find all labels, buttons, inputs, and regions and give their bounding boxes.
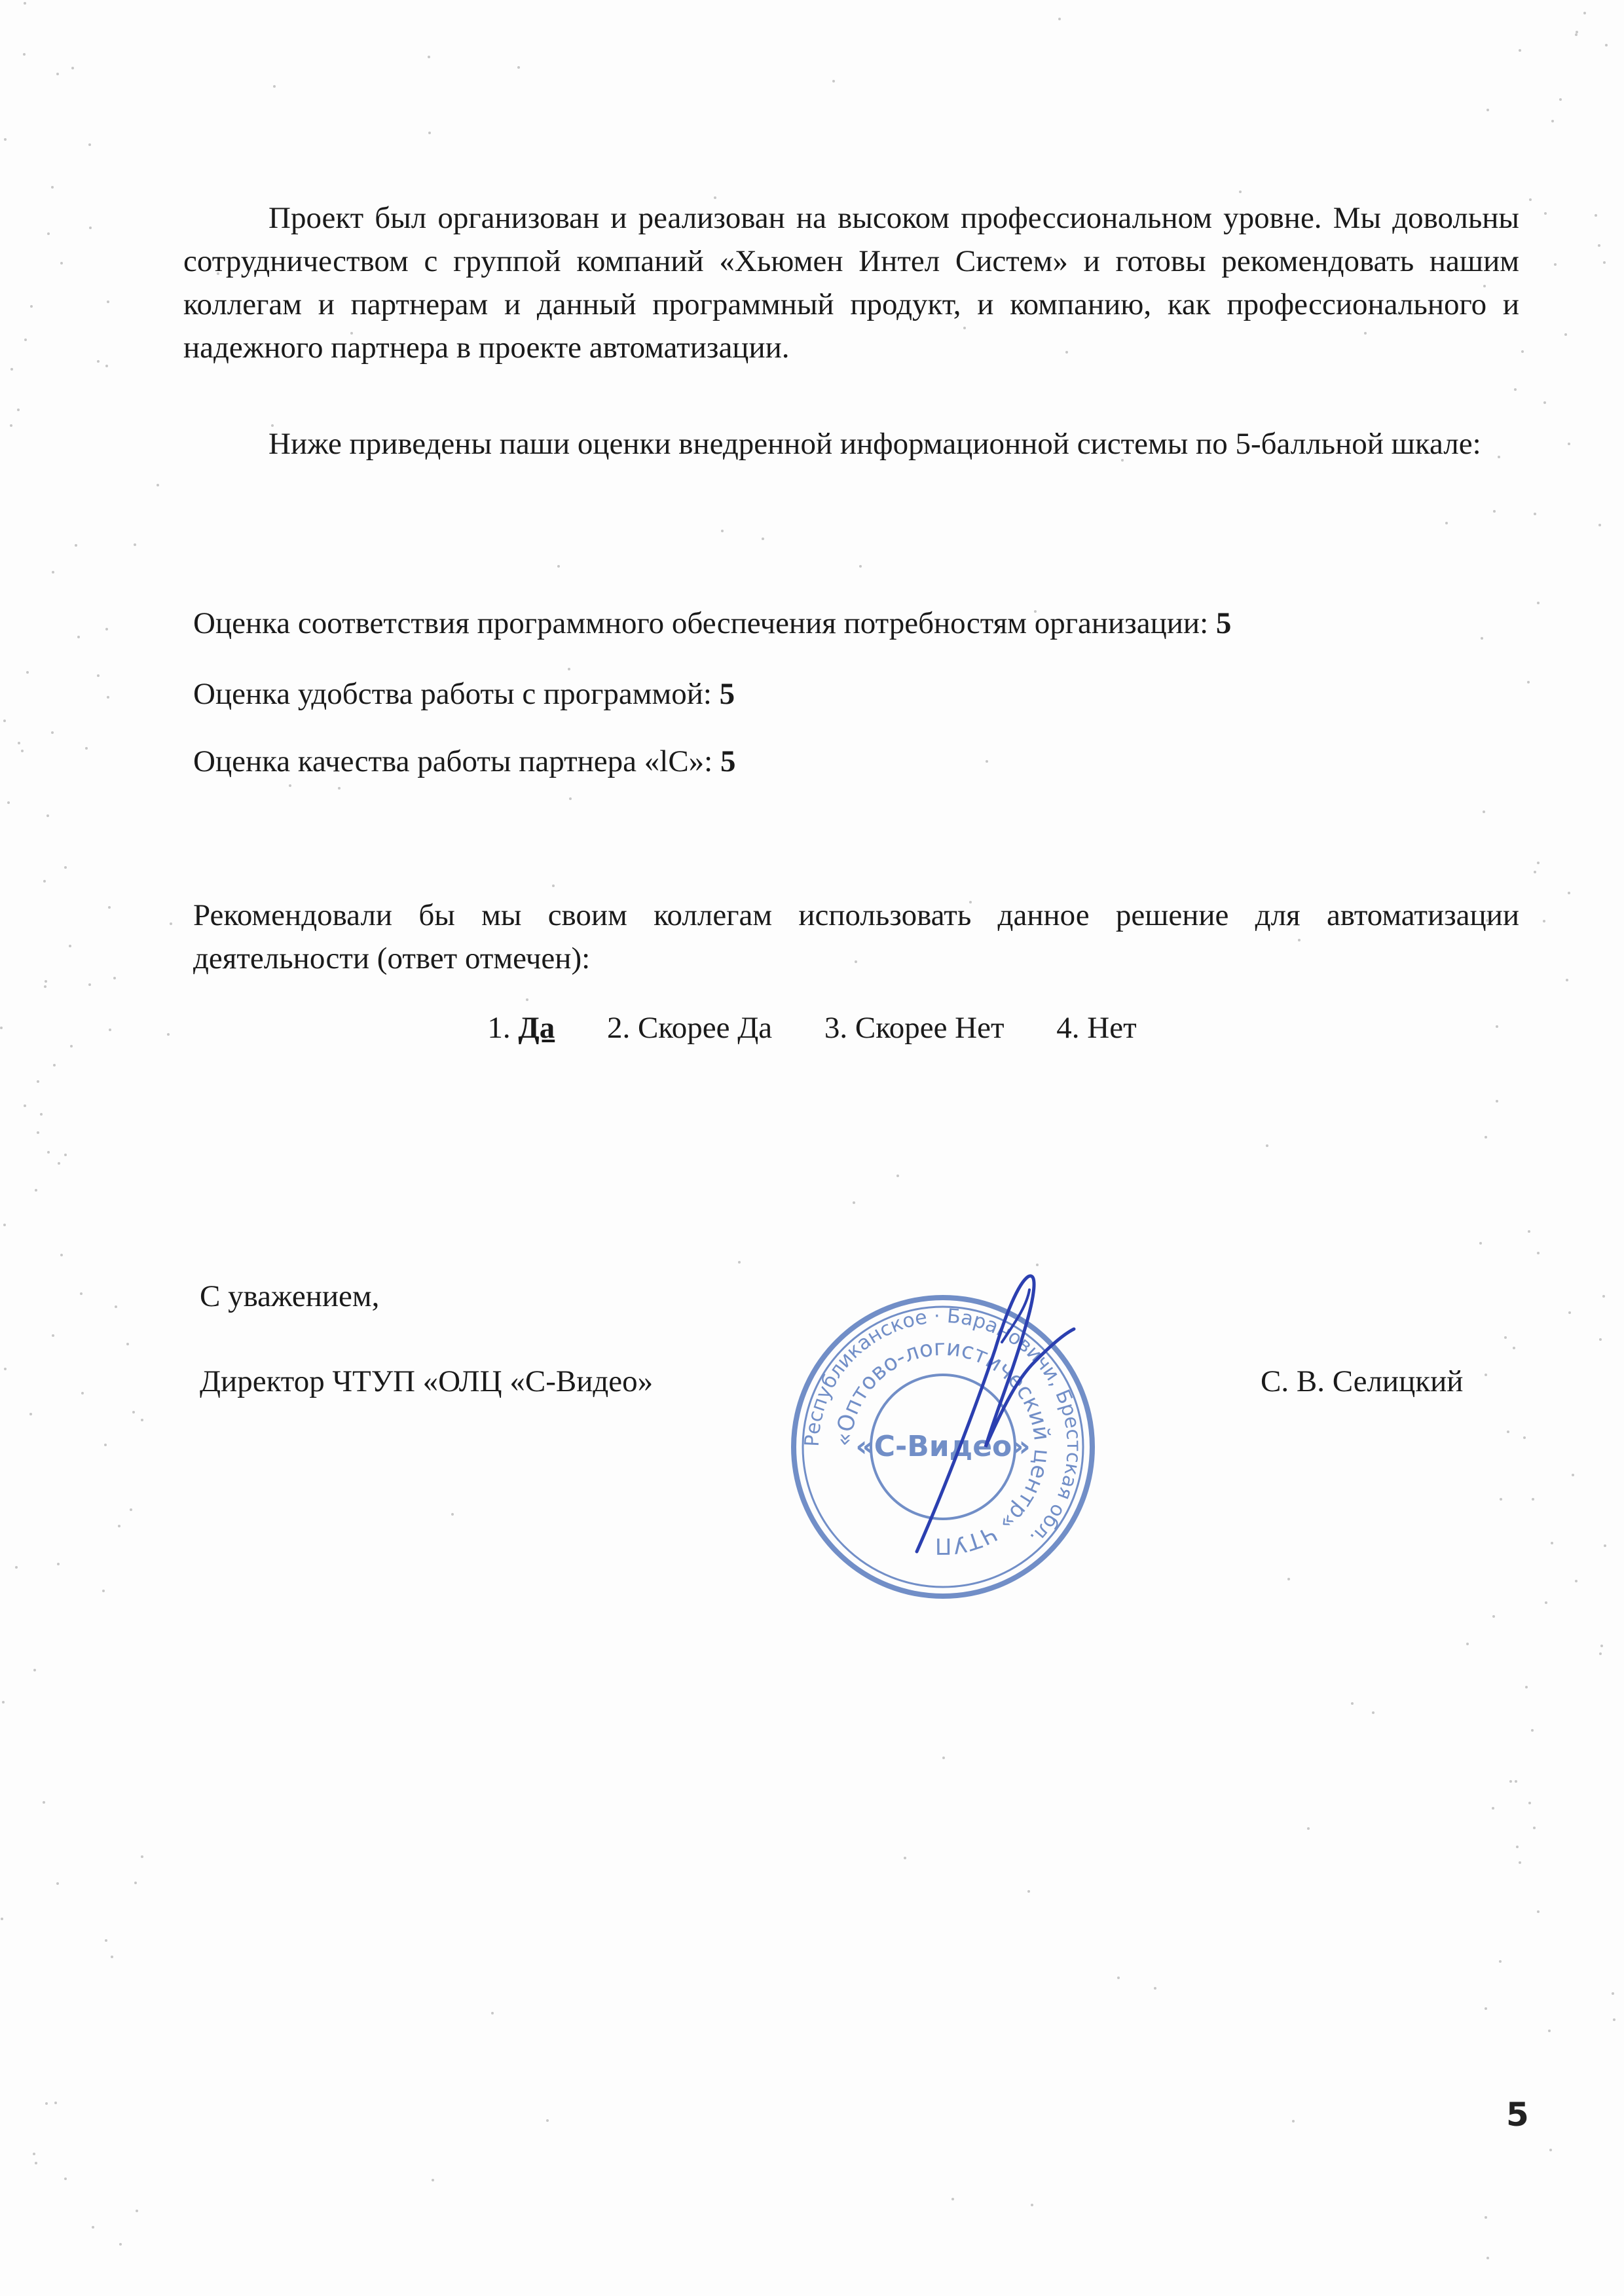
rating-value: 5 (719, 677, 735, 711)
scan-speck (1534, 871, 1536, 873)
scan-speck (134, 543, 136, 546)
scan-speck (89, 227, 92, 229)
scan-speck (552, 884, 555, 887)
scan-speck (92, 2226, 94, 2229)
scan-speck (1515, 1780, 1517, 1783)
scan-speck (1551, 1542, 1553, 1544)
scan-speck (1372, 1711, 1375, 1714)
scan-speck (1307, 1827, 1310, 1830)
scan-speck (1595, 214, 1597, 217)
scan-speck (111, 1956, 113, 1958)
scan-speck (1485, 1136, 1487, 1139)
scan-speck (942, 1757, 945, 1759)
scan-speck (1521, 350, 1524, 353)
scan-speck (77, 636, 80, 638)
scan-speck (1537, 862, 1540, 864)
scan-speck (157, 484, 159, 486)
scan-speck (1492, 1807, 1494, 1810)
rating-label: Оценка соответствия программного обеспечения потребностям организации: (193, 606, 1209, 640)
stamp-seal (794, 1298, 1092, 1596)
scan-speck (4, 1368, 7, 1370)
scan-speck (1566, 979, 1568, 981)
closing-text: С уважением, (200, 1279, 380, 1313)
scan-speck (1549, 2149, 1552, 2151)
scan-speck (3, 720, 6, 722)
signer-name: С. В. Селицкий (1261, 1364, 1464, 1398)
scan-speck (1483, 811, 1485, 813)
scan-speck (2, 1701, 5, 1704)
scan-speck (1351, 1702, 1354, 1705)
scan-speck (24, 1104, 26, 1107)
scan-speck (17, 409, 20, 411)
scan-speck (1485, 2007, 1487, 2010)
scan-speck (47, 1151, 50, 1154)
scan-speck (107, 301, 109, 303)
scan-speck (1519, 49, 1521, 52)
scan-speck (721, 530, 724, 532)
answer-option (824, 1008, 1005, 1048)
scan-speck (546, 2119, 549, 2122)
page-number: 5 (1506, 2096, 1529, 2134)
scan-speck (1507, 1430, 1509, 1433)
scan-speck (47, 232, 50, 235)
answer-text: Скорее Да (637, 1011, 773, 1045)
scan-speck (60, 262, 63, 264)
scan-speck (51, 731, 54, 734)
answer-text: Скорее Нет (855, 1011, 1005, 1045)
recommend-question-text: Рекомендовали бы мы своим коллегам использовать данное решение для автоматизации деятельности (ответ отмечен): (193, 898, 1519, 975)
scan-speck (97, 360, 100, 363)
scan-speck (30, 305, 33, 308)
answer-option (487, 1008, 555, 1048)
scan-speck (24, 2, 26, 5)
scan-speck (52, 1334, 54, 1337)
scan-speck (56, 1882, 59, 1885)
scan-speck (1027, 1890, 1030, 1893)
scan-speck (1572, 1474, 1574, 1476)
scan-speck (1154, 1987, 1156, 1990)
scan-speck (56, 73, 59, 75)
scan-speck (1, 1918, 3, 1920)
scan-speck (43, 880, 46, 883)
scan-speck (904, 1857, 906, 1859)
scan-speck (1575, 1580, 1578, 1582)
scan-speck (1486, 2257, 1489, 2259)
scan-speck (1537, 1252, 1540, 1254)
scan-speck (141, 1855, 143, 1858)
scan-speck (1504, 1336, 1507, 1339)
scan-speck (21, 750, 24, 752)
scan-speck (1499, 1960, 1502, 1963)
answer-text: Нет (1087, 1011, 1137, 1045)
scan-speck (1604, 1544, 1606, 1547)
scan-speck (896, 1175, 899, 1177)
scan-speck (43, 1801, 45, 1804)
scan-speck (1486, 109, 1489, 111)
ratings-intro (183, 422, 1519, 465)
recommend-question (193, 894, 1519, 980)
scan-speck (1031, 2204, 1033, 2206)
scan-speck (44, 985, 46, 988)
scan-speck (126, 1343, 129, 1345)
scan-speck (1287, 1578, 1290, 1580)
scan-speck (1509, 1780, 1512, 1783)
scan-speck (1598, 244, 1600, 247)
scan-speck (517, 66, 520, 69)
scan-speck (53, 1064, 56, 1066)
scan-speck (29, 1413, 32, 1415)
scan-speck (526, 998, 528, 1001)
scan-speck (1533, 1827, 1536, 1829)
scan-speck (105, 1939, 107, 1942)
rating-label: Оценка качества работы партнера «lC»: (193, 744, 713, 778)
scan-speck (119, 2243, 122, 2246)
scan-speck (69, 945, 71, 947)
scan-speck (1492, 1615, 1495, 1618)
scan-speck (428, 56, 430, 58)
scan-speck (52, 571, 54, 574)
scan-speck (762, 538, 764, 540)
scan-speck (853, 1201, 855, 1204)
scan-speck (107, 696, 109, 699)
scan-speck (108, 906, 111, 909)
scan-speck (832, 80, 835, 82)
rating-line (193, 674, 735, 714)
scan-speck (1600, 1645, 1603, 1647)
scan-speck (45, 2102, 48, 2105)
scan-speck (115, 1305, 117, 1308)
scan-speck (569, 797, 572, 800)
scan-speck (54, 2102, 57, 2104)
scan-speck (1543, 920, 1545, 922)
scan-speck (1445, 522, 1448, 524)
answer-number: 3. (824, 1011, 848, 1045)
scan-speck (1564, 333, 1567, 336)
scan-speck (4, 138, 7, 141)
scan-speck (35, 1189, 37, 1192)
scan-speck (7, 801, 10, 804)
scan-speck (451, 1513, 454, 1516)
scan-speck (1485, 2216, 1487, 2219)
scan-speck (136, 2210, 138, 2212)
scan-speck (60, 1254, 63, 1256)
scan-speck (3, 1224, 6, 1226)
scan-speck (80, 1292, 83, 1295)
scan-speck (18, 742, 20, 744)
scan-speck (37, 1131, 39, 1134)
scan-speck (1523, 1436, 1526, 1439)
scan-speck (1568, 1311, 1571, 1314)
scan-speck (1117, 1977, 1120, 1979)
scan-speck (1529, 198, 1532, 201)
svg-text:«С-Видео»: «С-Видео» (855, 1430, 1031, 1463)
scan-speck (1519, 1861, 1521, 1864)
scan-speck (1516, 1846, 1519, 1848)
answer-option (1056, 1008, 1136, 1048)
scan-speck (289, 784, 291, 787)
scan-speck (24, 338, 27, 341)
scan-speck (64, 1154, 67, 1156)
scan-speck (33, 2153, 35, 2155)
scan-speck (15, 1566, 18, 1569)
scan-speck (97, 674, 100, 677)
scan-speck (859, 565, 862, 568)
scan-speck (1496, 1100, 1498, 1102)
scan-speck (10, 424, 12, 427)
scan-speck (88, 983, 91, 986)
scan-speck (1534, 513, 1536, 515)
scan-speck (1568, 892, 1570, 894)
svg-text:«Оптово-логистический центр» Ч: «Оптово-логистический центр» ЧТУП (830, 1334, 1056, 1559)
scan-speck (1525, 1686, 1528, 1688)
scan-speck (1485, 1374, 1487, 1376)
scan-speck (64, 866, 67, 869)
scan-speck (1528, 1230, 1530, 1233)
scan-speck (1537, 1910, 1540, 1913)
scan-speck (46, 814, 49, 817)
scan-speck (35, 2162, 37, 2164)
scan-speck (1575, 33, 1578, 36)
scan-speck (1543, 401, 1546, 404)
scan-speck (1513, 1347, 1515, 1349)
scan-speck (1599, 1652, 1602, 1655)
scan-speck (338, 787, 341, 790)
scan-speck (1612, 1992, 1614, 1995)
scan-speck (1527, 681, 1530, 683)
scan-speck (132, 1411, 135, 1413)
official-stamp (786, 1244, 1100, 1624)
scan-speck (1598, 524, 1601, 526)
scan-speck (33, 1669, 36, 1671)
scan-speck (491, 2012, 494, 2014)
scan-speck (118, 1525, 120, 1527)
scan-speck (428, 132, 431, 134)
scan-speck (1613, 2018, 1615, 2021)
scan-speck (1568, 443, 1570, 445)
scan-speck (1603, 261, 1606, 264)
scan-speck (1493, 510, 1496, 513)
scan-speck (81, 1392, 84, 1394)
scan-speck (1548, 2030, 1551, 2032)
scan-speck (738, 1261, 741, 1264)
rating-value: 5 (1215, 606, 1232, 640)
scan-speck (1466, 1643, 1469, 1645)
scan-speck (951, 2198, 954, 2200)
scan-speck (40, 1113, 43, 1116)
scan-speck (557, 565, 560, 568)
intro-paragraph-text: Проект был организован и реализован на высоком профессиональном уровне. Мы довольны сотрудничеством с группой компаний «Хьюмен Интел Систем» и готовы рекомендовать нашим коллегам и партнерам и данный программный продукт, и компанию, как профессионального и надежного партнера в проекте автоматизации. (183, 201, 1519, 365)
scan-speck (71, 67, 74, 69)
scan-speck (1544, 212, 1547, 215)
rating-line (193, 742, 736, 781)
scan-speck (1583, 12, 1586, 14)
scan-speck (1266, 1144, 1268, 1147)
scan-speck (102, 1590, 105, 1592)
rating-value: 5 (720, 744, 736, 778)
scan-speck (57, 1563, 60, 1565)
answer-option (607, 1008, 772, 1048)
scan-speck (986, 760, 988, 763)
scan-speck (1605, 44, 1608, 46)
scan-speck (432, 2179, 434, 2181)
intro-paragraph (183, 196, 1519, 369)
scan-speck (51, 186, 54, 189)
scan-speck (130, 1508, 132, 1511)
scan-speck (1514, 388, 1517, 391)
scan-speck (64, 2178, 67, 2180)
scan-speck (1545, 1601, 1547, 1604)
scan-speck (141, 1419, 143, 1421)
scan-speck (1481, 637, 1483, 640)
scan-speck (1479, 1242, 1482, 1245)
scan-speck (1602, 1295, 1605, 1298)
scan-speck (1554, 263, 1557, 266)
answer-number: 2. (606, 1011, 631, 1045)
scan-speck (113, 977, 116, 979)
scan-speck (1537, 602, 1540, 604)
answer-text-selected: Да (518, 1011, 555, 1045)
scan-speck (105, 365, 108, 367)
svg-text:Республиканское · Барановичи,: Республиканское · Барановичи, Брестская обл. (800, 1304, 1086, 1550)
scan-speck (1551, 120, 1554, 122)
rating-label: Оценка удобства работы с программой: (193, 677, 712, 711)
scan-speck (1528, 1802, 1531, 1804)
scan-speck (273, 85, 276, 88)
scan-speck (1292, 2120, 1295, 2123)
scan-speck (1532, 1498, 1534, 1501)
answer-options (0, 1008, 1624, 1048)
rating-line (193, 604, 1231, 643)
scan-speck (1531, 1729, 1534, 1732)
scan-speck (1500, 1498, 1502, 1501)
signer-position: Директор ЧТУП «ОЛЦ «С-Видео» (200, 1364, 654, 1398)
scan-speck (23, 53, 26, 56)
scan-speck (88, 143, 91, 146)
scan-speck (134, 1882, 137, 1884)
answer-number: 1. (487, 1011, 511, 1045)
scan-speck (45, 980, 47, 983)
scan-speck (58, 1162, 60, 1165)
scan-speck (10, 368, 13, 371)
scan-speck (1058, 18, 1061, 20)
scan-speck (105, 628, 108, 630)
scan-speck (37, 1080, 39, 1083)
scan-speck (1599, 1338, 1602, 1341)
scan-speck (1239, 191, 1242, 193)
scan-speck (568, 668, 570, 670)
scan-speck (26, 671, 29, 674)
scan-speck (104, 1444, 107, 1446)
scan-speck (170, 922, 172, 925)
scan-speck (1559, 98, 1562, 101)
scan-speck (75, 544, 77, 547)
scan-speck (85, 747, 88, 750)
ratings-intro-text: Ниже приведены паши оценки внедренной информационной системы по 5-балльной шкале: (268, 427, 1481, 461)
answer-number: 4. (1056, 1011, 1080, 1045)
